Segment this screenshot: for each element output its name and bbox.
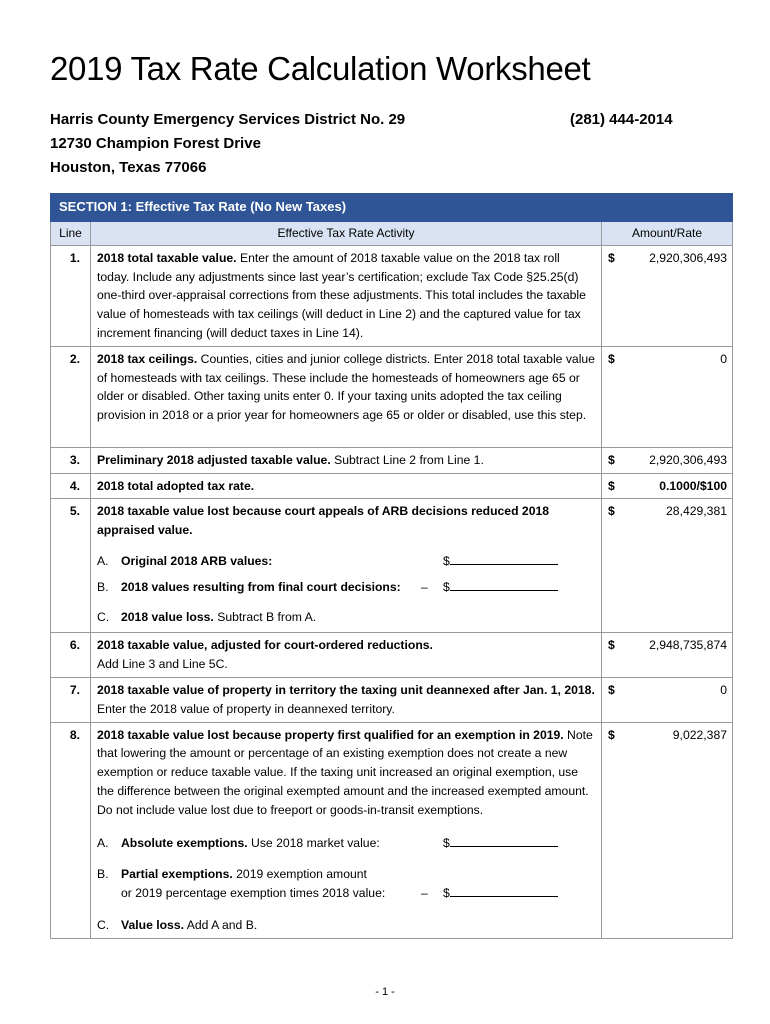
line-number: 7. xyxy=(51,677,91,722)
blank-field-absolute-exemptions[interactable] xyxy=(450,834,558,847)
table-row xyxy=(51,633,733,678)
worksheet-table xyxy=(50,193,733,939)
line-amount: $ 9,022,387 xyxy=(602,722,733,938)
line-number: 4. xyxy=(51,473,91,499)
column-header-line: Line xyxy=(51,221,91,245)
table-row xyxy=(51,499,733,633)
sub-line-b-continued: or 2019 percentage exemption times 2018 value: – $ xyxy=(97,884,595,903)
line-activity: 2018 total taxable value. Enter the amount of 2018 taxable value on the 2018 tax roll today. Include any adjustments since last year’s certification; exclude Tax Code §25.25(d) one-third over-appraisal corrections from these adjustments. This total includes the taxable value of homesteads with tax ceilings (will deduct in Line 2) and the captured value for tax increment financing (will deduct taxes in Line 14). xyxy=(91,245,602,346)
blank-field-court-values[interactable] xyxy=(450,578,558,591)
org-phone: (281) 444-2014 xyxy=(570,111,673,128)
sub-line-a: A. Absolute exemptions. Use 2018 market value: $ xyxy=(97,834,595,853)
line-number: 1. xyxy=(51,245,91,346)
line-activity: 2018 taxable value, adjusted for court-ordered reductions. Add Line 3 and Line 5C. xyxy=(91,633,602,678)
line-number: 6. xyxy=(51,633,91,678)
blank-field-original-arb[interactable] xyxy=(450,552,558,565)
org-info xyxy=(50,108,405,180)
line-number: 8. xyxy=(51,722,91,938)
table-row xyxy=(51,722,733,938)
line-number: 3. xyxy=(51,447,91,473)
sub-line-b: B. 2018 values resulting from final court decisions: – $ xyxy=(97,578,595,597)
line-number: 5. xyxy=(51,499,91,633)
page-title: 2019 Tax Rate Calculation Worksheet xyxy=(50,50,591,87)
section-title: SECTION 1: Effective Tax Rate (No New Taxes) xyxy=(51,194,733,222)
org-name: Harris County Emergency Services District No. 29 xyxy=(50,111,406,128)
line-amount: $ 0 xyxy=(602,677,733,722)
line-amount: $ 0.1000/$100 xyxy=(602,473,733,499)
line-amount: $ 0 xyxy=(602,346,733,447)
table-row xyxy=(51,677,733,722)
column-header-activity: Effective Tax Rate Activity xyxy=(91,221,602,245)
blank-field-partial-exemptions[interactable] xyxy=(450,884,558,897)
sub-line-b: B. Partial exemptions. 2019 exemption amount xyxy=(97,867,367,882)
sub-line-c: C. 2018 value loss. Subtract B from A. xyxy=(97,609,317,624)
line-activity: 2018 tax ceilings. Counties, cities and junior college districts. Enter 2018 total taxable value of homesteads with tax ceilings. These include the homesteads of homeowners age 65 or older or disabled. Other taxing units enter 0. If your taxing units adopted the tax ceiling provision in 2018 or a prior year for homeowners age 65 or older or disabled, use this step. xyxy=(91,346,602,447)
line-amount: $ 2,920,306,493 xyxy=(602,447,733,473)
line-activity: Preliminary 2018 adjusted taxable value. Subtract Line 2 from Line 1. xyxy=(91,447,602,473)
org-address-line1: 12730 Champion Forest Drive xyxy=(50,135,261,152)
page-number: - 1 - xyxy=(375,986,395,998)
table-row xyxy=(51,447,733,473)
line-amount: $ 2,948,735,874 xyxy=(602,633,733,678)
line-activity: 2018 taxable value lost because property first qualified for an exemption in 2019. Note that lowering the amount or percentage of an existing exemption does not create a new exemption or reduce taxable value. If the taxing unit increased an original exemption, use the difference between the original exempted amount and the increased exempted amount. Do not include value lost due to freeport or goods-in-transit exemptions. A. Absolute exemptions. Use 2018 market value: $ B. Partial exemptions. 2019 exemption amount or 2019 percentage exemption times 2018 value: – $ C. Value loss. Add A and B. xyxy=(91,722,602,938)
sub-line-a: A. Original 2018 ARB values: $ xyxy=(97,552,595,571)
line-activity: 2018 total adopted tax rate. xyxy=(91,473,602,499)
column-header-amount: Amount/Rate xyxy=(602,221,733,245)
org-address-line2: Houston, Texas 77066 xyxy=(50,159,207,176)
line-activity: 2018 taxable value lost because court appeals of ARB decisions reduced 2018 appraised value. A. Original 2018 ARB values: $ B. 2018 values resulting from final court decisions: – $ C. 2018 value loss. Subtract B from A. xyxy=(91,499,602,633)
table-row xyxy=(51,245,733,346)
line-amount: $ 28,429,381 xyxy=(602,499,733,633)
table-row xyxy=(51,346,733,447)
line-activity: 2018 taxable value of property in territory the taxing unit deannexed after Jan. 1, 2018. Enter the 2018 value of property in deannexed territory. xyxy=(91,677,602,722)
line-amount: $ 2,920,306,493 xyxy=(602,245,733,346)
sub-line-c: C. Value loss. Add A and B. xyxy=(97,917,258,932)
line-number: 2. xyxy=(51,346,91,447)
table-row xyxy=(51,473,733,499)
